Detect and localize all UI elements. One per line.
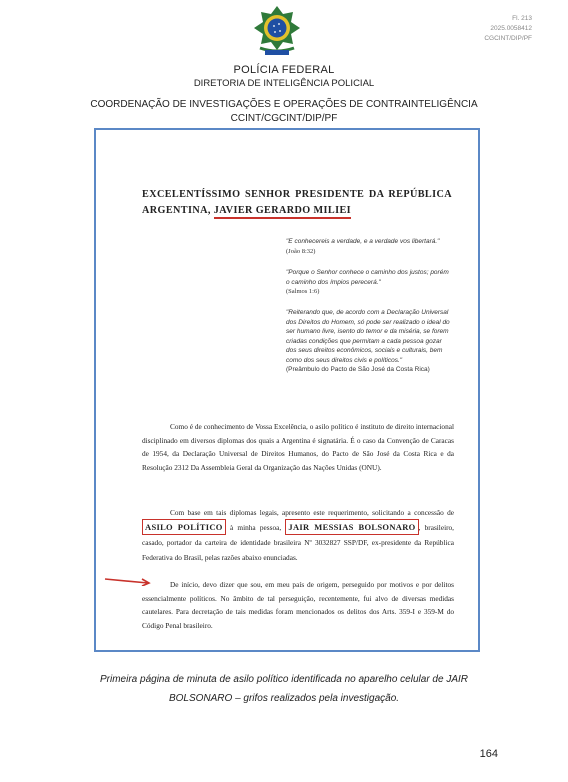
epigraph-source: (João 8:32) [286, 247, 316, 255]
epigraph-source: (Salmos 1:6) [286, 288, 320, 295]
addressee-name-highlight: JAVIER GERARDO MILIEI [214, 205, 351, 219]
caption-line-2: BOLSONARO – grifos realizados pela investigação. [168, 693, 400, 704]
epigraph-quote: "E conhecereis a verdade, e a verdade vos libertará." [286, 238, 440, 245]
brasao-crest-icon [252, 4, 302, 60]
epigraph-quote: "Porque o Senhor conhece o caminho dos justos; porém o caminho dos ímpios perecerá." [286, 269, 449, 286]
paragraph-2: Com base em tais diplomas legais, apresento este requerimento, solicitando a concessão de ASILO POLÍTICO à minha pessoa, JAIR MESSIAS BOLSONARO , brasileiro, casado, portador da carteira de identidade brasileira Nº 3032827 SSP/DF, ex-presidente da República Federativa do Brasil, pelas razões abaixo enunciadas. [142, 508, 455, 562]
epigraph-quote: "Reiterando que, de acordo com a Declaração Universal dos Direitos do Homem, só pode ser realizado o ideal do ser humano livre, isento do temor e da miséria, se forem criadas condições que permitam a cada pessoa gozar dos seus direitos econômicos, sociais e culturais, bem como dos seus direitos civis e políticos." [286, 309, 450, 364]
unit-code: CGCINT/DIP/PF [484, 35, 532, 42]
page-number: 164 [479, 748, 498, 760]
org-name: POLÍCIA FEDERAL [233, 64, 335, 76]
addressee-line-1: EXCELENTÍSSIMO SENHOR PRESIDENTE DA REPÚBLICA [142, 189, 452, 200]
directorate-name: DIRETORIA DE INTELIGÊNCIA POLICIAL [193, 78, 375, 89]
coordination-block [0, 98, 568, 126]
epigraph-3 [286, 308, 452, 375]
protocol-stamp [484, 14, 532, 44]
addressee-line-2 [142, 205, 351, 216]
process-number: 2025.0058412 [490, 25, 532, 32]
caption-line-1: Primeira página de minuta de asilo político identificada no aparelho celular de JAIR [100, 674, 468, 685]
addressee-prefix: ARGENTINA, [142, 205, 211, 216]
coordination-name: COORDENAÇÃO DE INVESTIGAÇÕES E OPERAÇÕES DE CONTRAINTELIGÊNCIA [90, 99, 478, 110]
epigraph-1 [286, 237, 452, 256]
name-highlight-box: JAIR MESSIAS BOLSONARO [285, 519, 418, 535]
epigraph-2 [286, 268, 452, 297]
paragraph-1: Como é de conhecimento de Vossa Excelência, o asilo político é instituto de direito internacional disciplinado em diversos diplomas dos quais a Argentina é signatária. É o caso da Convenção de Caracas de 1954, da Declaração Universal de Direitos Humanos, do Pacto de São José da Costa Rica e da Resolução 2312 Da Assembleia Geral da Organização das Nações Unidas (ONU). [142, 422, 454, 472]
figure-caption [0, 670, 568, 708]
epigraph-source: (Preâmbulo do Pacto de São José da Costa Rica) [286, 366, 430, 373]
asylum-highlight-box: ASILO POLÍTICO [142, 519, 226, 535]
paragraph-3: De início, devo dizer que sou, em meu país de origem, perseguido por motivos e por delitos essencialmente políticos. No âmbito de tal perseguição, recentemente, fui alvo de diversas medidas cautelares. Para decretação de tais medidas foram mencionados os delitos dos Arts. 359-I e 359-M do Código Penal brasileiro. [142, 580, 454, 630]
unit-name: CCINT/CGCINT/DIP/PF [230, 113, 338, 124]
folha-number: Fl. 213 [512, 15, 532, 22]
